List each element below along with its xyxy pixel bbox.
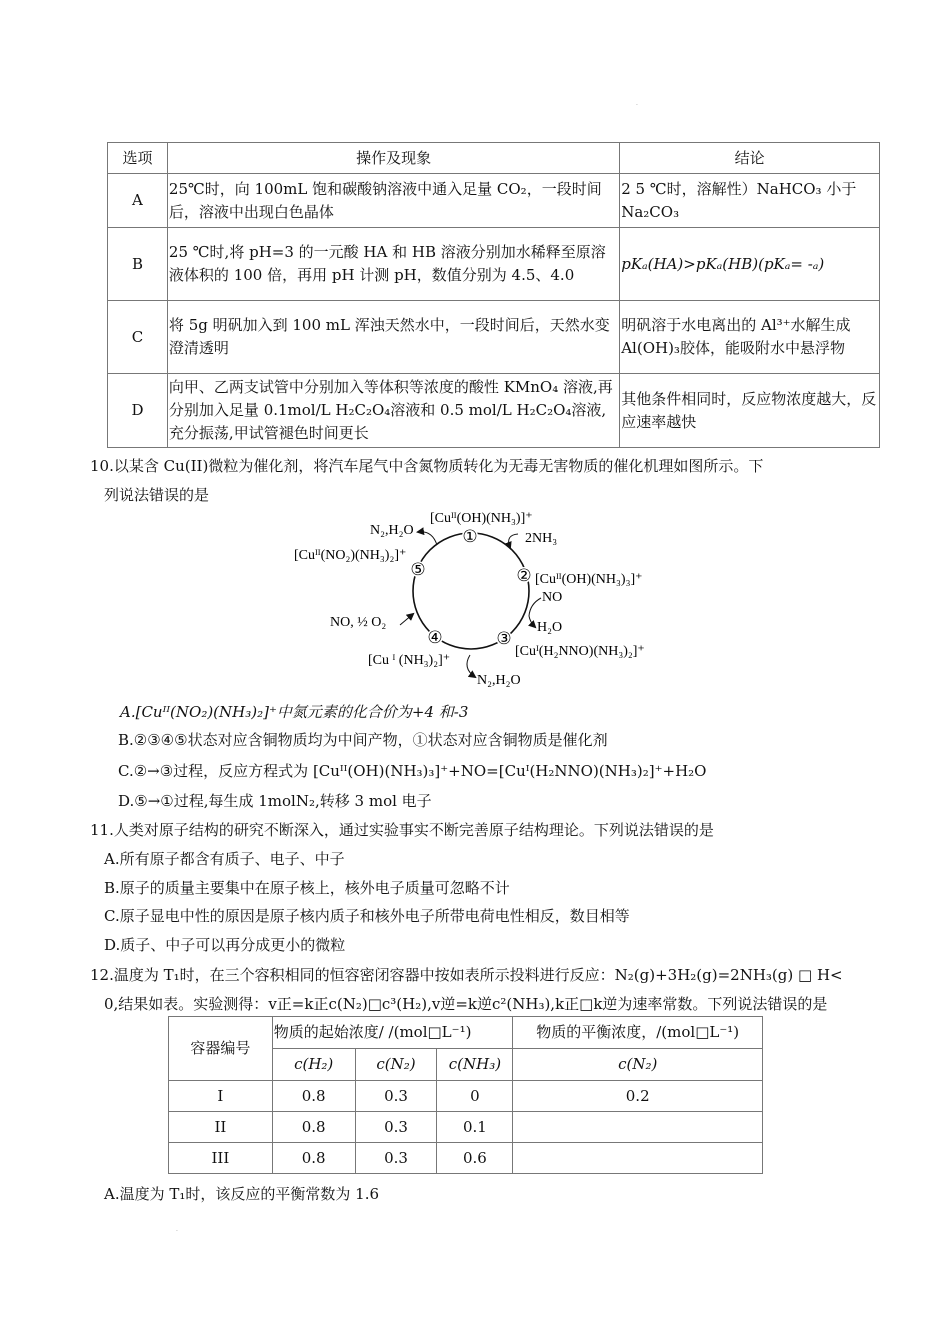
species-4-label: [Cu ᴵ (NH₃)₂]⁺ xyxy=(368,653,451,668)
arrow-out-h2o xyxy=(529,616,535,627)
q11-option-a: A.所有原子都含有质子、电子、中子 xyxy=(104,850,345,868)
header-operation: 操作及现象 xyxy=(167,143,619,174)
arrow-in-no-o2 xyxy=(400,614,413,625)
q11-option-d: D.质子、中子可以再分成更小的微粒 xyxy=(104,936,346,954)
value-cell: 0.2 xyxy=(513,1081,763,1112)
product-h2o: H₂O xyxy=(537,620,563,635)
operation-cell: 25℃时，向 100mL 饱和碳酸钠溶液中通入足量 CO₂，一段时间后，溶液中出现白色晶体 xyxy=(167,174,619,228)
option-cell: A xyxy=(108,174,168,228)
q11-stem: 11.人类对原子结构的研究不断深入，通过实验事实不断完善原子结构理论。下列说法错误的是 xyxy=(90,821,714,839)
table-row xyxy=(169,1081,763,1112)
header-conclusion: 结论 xyxy=(620,143,880,174)
reactant-no: NO xyxy=(542,590,563,605)
container-id: II xyxy=(169,1112,273,1143)
dot-mark: . xyxy=(636,100,638,107)
subheader-c-nh3: c(NH₃) xyxy=(437,1049,513,1081)
arrow-out-n2h2o-bottom xyxy=(467,655,475,677)
subheader-c-h2: c(H₂) xyxy=(272,1049,355,1081)
q11-option-c: C.原子显电中性的原因是原子核内质子和核外电子所带电荷电性相反，数目相等 xyxy=(104,907,630,925)
table-row xyxy=(169,1143,763,1174)
q12-stem-line2: 0,结果如表。实验测得：v正=k正c(N₂)□c³(H₂),v逆=k逆c²(NH₃),k正□k逆为速率常数。下列说法错误的是 xyxy=(104,995,828,1013)
q10-option-b: B.②③④⑤状态对应含铜物质均为中间产物，①状态对应含铜物质是催化剂 xyxy=(118,731,608,749)
state-2-marker: ② xyxy=(516,566,532,585)
operation-cell: 向甲、乙两支试管中分别加入等体积等浓度的酸性 KMnO₄ 溶液,再分别加入足量 0.1mol/L H₂C₂O₄溶液和 0.5 mol/L H₂C₂O₄溶液,充分振荡,甲试管褪色时间更长 xyxy=(167,374,619,448)
q12-stem-line1: 12.温度为 T₁时，在三个容积相同的恒容密闭容器中按如表所示投料进行反应：N₂(g)+3H₂(g)=2NH₃(g) □ H< xyxy=(90,966,843,984)
product-n2-h2o-top: N₂,H₂O xyxy=(370,523,414,538)
value-cell: 0.3 xyxy=(355,1081,437,1112)
value-cell: 0.3 xyxy=(355,1112,437,1143)
header-option: 选项 xyxy=(108,143,168,174)
value-cell: 0 xyxy=(437,1081,513,1112)
reactant-no-o2: NO, ½ O₂ xyxy=(330,615,387,630)
arrow-in-no xyxy=(529,598,541,616)
state-1-marker: ① xyxy=(462,527,478,546)
concentration-table xyxy=(168,1016,763,1174)
product-n2-h2o-bottom: N₂,H₂O xyxy=(477,673,521,688)
option-cell: C xyxy=(108,301,168,374)
value-cell: 0.8 xyxy=(272,1112,355,1143)
q10-stem-line2: 列说法错误的是 xyxy=(104,486,210,504)
species-3-label: [Cuᴵ(H₂NNO)(NH₃)₂]⁺ xyxy=(515,644,645,659)
q10-option-c: C.②→③过程，反应方程式为 [Cuᴵᴵ(OH)(NH₃)₃]⁺+NO=[Cuᴵ(H₂NNO)(NH₃)₂]⁺+H₂O xyxy=(118,762,707,780)
value-cell xyxy=(513,1143,763,1174)
container-id: III xyxy=(169,1143,273,1174)
reactant-2nh3: 2NH₃ xyxy=(525,531,558,546)
operation-cell: 将 5g 明矾加入到 100 mL 浑浊天然水中，一段时间后，天然水变澄清透明 xyxy=(167,301,619,374)
conclusion-cell: 2 5 ℃时，溶解性）NaHCO₃ 小于 Na₂CO₃ xyxy=(620,174,880,228)
value-cell: 0.1 xyxy=(437,1112,513,1143)
state-3-marker: ③ xyxy=(496,629,512,648)
q10-stem-line1: 10.以某含 Cu(II)微粒为催化剂，将汽车尾气中含氮物质转化为无毒无害物质的催化机理如图所示。下 xyxy=(90,457,764,475)
state-4-marker: ④ xyxy=(427,628,443,647)
arrow-out-n2h2o-top xyxy=(418,532,437,545)
species-2-label: [Cuᴵᴵ(OH)(NH₃)₃]⁺ xyxy=(535,572,643,587)
header-equilibrium-concentration: 物质的平衡浓度，/(mol□L⁻¹) xyxy=(513,1017,763,1049)
q10-option-a: A.[Cuᴵᴵ(NO₂)(NH₃)₂]⁺中氮元素的化合价为+4 和-3 xyxy=(120,703,469,721)
value-cell: 0.8 xyxy=(272,1143,355,1174)
header-container: 容器编号 xyxy=(169,1017,273,1081)
option-cell: D xyxy=(108,374,168,448)
dot-mark: . xyxy=(176,1226,178,1233)
value-cell: 0.6 xyxy=(437,1143,513,1174)
species-5-label: [Cuᴵᴵ(NO₂)(NH₃)₂]⁺ xyxy=(294,548,407,563)
table-row xyxy=(169,1112,763,1143)
container-id: I xyxy=(169,1081,273,1112)
state-5-marker: ⑤ xyxy=(410,560,426,579)
subheader-c-n2: c(N₂) xyxy=(355,1049,437,1081)
value-cell xyxy=(513,1112,763,1143)
species-1-label: [Cuᴵᴵ(OH)(NH₃)]⁺ xyxy=(430,511,533,526)
value-cell: 0.3 xyxy=(355,1143,437,1174)
conclusion-cell: pKₐ(HA)>pKₐ(HB)(pKₐ= -ₐ) xyxy=(620,228,880,301)
q10-option-d: D.⑤→①过程,每生成 1molN₂,转移 3 mol 电子 xyxy=(118,792,432,810)
q11-option-b: B.原子的质量主要集中在原子核上，核外电子质量可忽略不计 xyxy=(104,879,510,897)
header-initial-concentration: 物质的起始浓度/ /(mol□L⁻¹) xyxy=(272,1017,513,1049)
operation-cell: 25 ℃时,将 pH=3 的一元酸 HA 和 HB 溶液分别加水稀释至原溶液体积的 100 倍，再用 pH 计测 pH，数值分别为 4.5、4.0 xyxy=(167,228,619,301)
conclusion-cell: 其他条件相同时，反应物浓度越大，反应速率越快 xyxy=(620,374,880,448)
q12-option-a: A.温度为 T₁时，该反应的平衡常数为 1.6 xyxy=(104,1185,380,1203)
arrow-in-2nh3 xyxy=(509,534,518,548)
subheader-c-n2-eq: c(N₂) xyxy=(513,1049,763,1081)
option-cell: B xyxy=(108,228,168,301)
conclusion-cell: 明矾溶于水电离出的 Al³⁺水解生成 Al(OH)₃胶体，能吸附水中悬浮物 xyxy=(620,301,880,374)
value-cell: 0.8 xyxy=(272,1081,355,1112)
